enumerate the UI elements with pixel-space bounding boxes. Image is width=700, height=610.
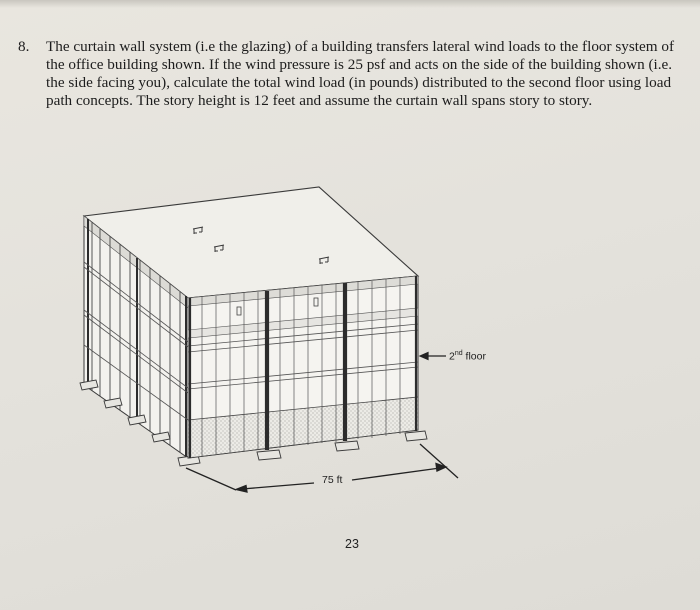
question-text: The curtain wall system (i.e the glazing) of a building transfers lateral wind loads to the floor system of the office building shown. If the wind pressure is 25 psf and acts on the side of the building shown (i.e. the side facing you), calculate the total wind load (in pounds) distributed to the second floor using load path concepts. The story height is 12 feet and assume the curtain wall spans story to story. [46, 38, 674, 109]
front-facade [188, 276, 427, 460]
second-floor-label: 2nd floor [449, 350, 486, 363]
question-number: 8. [18, 38, 30, 55]
floor-pointer-arrow [420, 353, 446, 360]
page-number: 23 [345, 537, 359, 551]
width-dimension-label: 75 ft [322, 474, 343, 486]
